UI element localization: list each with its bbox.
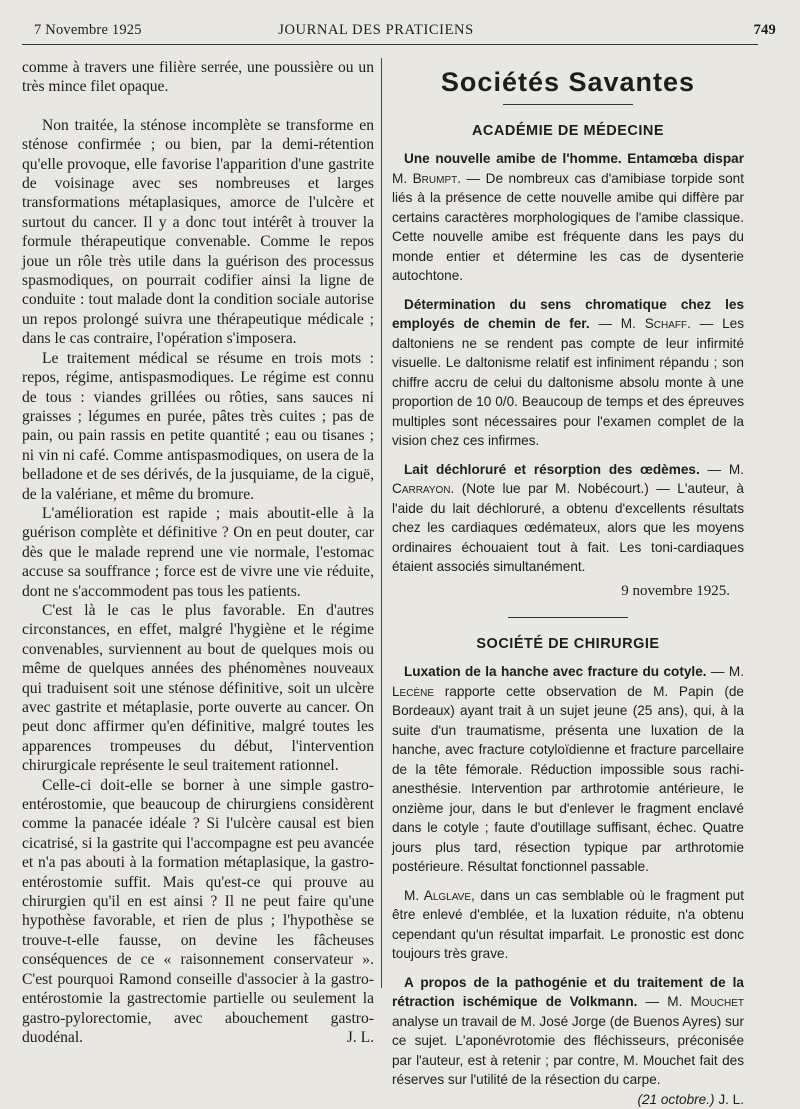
item-author: — M. Mouchet [646, 994, 744, 1009]
item-title: Une nouvelle amibe de l'homme. Entamœba dispar [404, 151, 744, 166]
item-title: Détermination du sens chromatique chez les employés de chemin de fer. [392, 297, 744, 332]
academie-heading: ACADÉMIE DE MÉDECINE [392, 121, 744, 141]
column-divider [381, 58, 382, 988]
item-title: A propos de la pathogénie et du traitement de la rétraction ischémique de Volkmann. [392, 975, 744, 1010]
chirurgie-heading: SOCIÉTÉ DE CHIRURGIE [392, 634, 744, 654]
item-text: — Les daltoniens ne se rendent pas compte de leur infirmité visuelle. Le daltonisme relatif est infiniment répandu ; son chiffre accru de celui du daltonisme absolu monte à une proportion de 10 0/0. Beaucoup de temps et des épreuves multiples sont nécessaires pour l'examen complet de la vision chez ces infirmes. [392, 316, 744, 448]
signature: J. L. [327, 1028, 374, 1047]
header-rule [22, 44, 758, 45]
paragraph-text: Celle-ci doit-elle se borner à une simple gastro-entérostomie, que beaucoup de chirurgiens considèrent comme la panacée idéale ? Si l'ulcère causal est bien cicatrisé, si la gastrite qui l'accompagne est peu avancée et n'a pas abouti à la formation métaplasique, la gastro-entérostomie suffit. Mais qu'est-ce qui prouve au chirurgien qu'il en est ainsi ? Il ne peut faire qu'une hypothèse favorable, et rien de plus ; l'hypothèse se trouve-t-elle fausse, on devine les fâcheuses conséquences de ce « raisonnement conservateur ». C'est pourquoi Ramond conseille d'associer à la gastro-entérostomie la gastrectomie partielle ou seulement la gastro-pylorectomie, avec abouchement gastro-duodénal. [22, 777, 374, 1046]
academie-item [392, 460, 744, 577]
item-text: — De nombreux cas d'amibiase torpide sont liés à la présence de cette nouvelle amibe qui diffère par certains caractères morphologiques de l'amibe classique. Cette nouvelle amibe est fréquente dans les pays du monde entier et détermine les cas de dysenterie autochtone. [392, 171, 744, 284]
chirurgie-item [392, 973, 744, 1090]
item-text: rapporte cette observation de M. Papin (de Bordeaux) ayant trait à un sujet jeune (25 ans), qui, à la suite d'un traumatisme, présenta une luxation de la hanche, avec fracture cotyloïdienne et fracture parcellaire de la tête fémorale. Réduction impossible sous rachi-anesthésie. Intervention par arthrotomie antérieure, le onzième jour, dans le but d'enlever le fragment enclavé dans le cotyle ; faute d'outillage suffisant, échec. Quatre jours plus tard, résection typique par arthrotomie postérieure. Résultat fonctionnel passable. [392, 684, 744, 875]
paragraph: Non traitée, la sténose incomplète se transforme en sténose confirmée ; ou bien, par la demi-rétention qu'elle provoque, elle favorise l'apparition d'une gastrite de voisinage avec ses nombreuses et larges transformations métaplasiques, amorce de l'ulcère et surtout du cancer. Il y a donc tout intérêt à trouver la formule thérapeutique convenable. Comme le repos joue un rôle très utile dans la guérison des processus spasmodiques, on pourrait codifier ainsi la ligne de conduite : tout malade dont la condition sociale autorise un repos prolongé suivra une thérapeutique médicale ; dans le cas contraire, l'opération s'imposera. [22, 116, 374, 349]
left-column [22, 58, 374, 993]
academie-date: 9 novembre 1925. [392, 582, 730, 602]
paragraph: L'amélioration est rapide ; mais aboutit-elle à la guérison complète et définitive ? On en peut douter, car dès que le malade reprend une vie normale, l'estomac accuse sa souffrance ; force est de vivre une vie réduite, dont ne s'accommodent pas tous les patients. [22, 504, 374, 601]
header-date: 7 Novembre 1925 [34, 22, 142, 39]
item-author: — M. Schaff. [598, 316, 690, 331]
page-number: 749 [754, 22, 776, 39]
item-text: dans un cas semblable où le fragment put être enlevé d'emblée, et la luxation réduite, n'a obtenu cependant qu'un résultat imparfait. Le pronostic est donc toujours très grave. [392, 888, 744, 962]
academie-item [392, 149, 744, 286]
journal-title: JOURNAL DES PRATICIENS [22, 22, 730, 39]
title-rule [503, 104, 633, 105]
academie-item [392, 295, 744, 451]
chirurgie-item [392, 886, 744, 964]
item-title: Lait déchloruré et résorption des œdèmes. [404, 462, 700, 477]
section-banner-title: Sociétés Savantes [392, 64, 744, 100]
right-column [392, 58, 744, 998]
chirurgie-item [392, 662, 744, 877]
item-title: Luxation de la hanche avec fracture du cotyle. [404, 664, 707, 679]
running-header [22, 22, 730, 44]
item-text: analyse un travail de M. José Jorge (de Buenos Ayres) sur ce sujet. L'aponévrotomie des fléchisseurs, préconisée par l'auteur, est à retenir ; par contre, M. Mouchet fait des réserves sur l'utilité de la résection du carpe. [392, 1014, 744, 1088]
item-author: M. Alglave, [404, 888, 475, 903]
section-rule [508, 617, 628, 618]
paragraph: Le traitement médical se résume en trois mots : repos, régime, antispasmodiques. Le régime est connu de tous : viandes grillées ou rôties, sans sauces ni graisses ; légumes en purée, pâtes très cuites ; pas de pain, ou pain rassis en petite quantité ; eau ou tisanes ; ni vin ni café. Comme antispasmodiques, on usera de la belladone et de ses dérivés, de la jusquiame, de la ciguë, de la valériane, et même du bromure. [22, 349, 374, 504]
item-author: — M. Carrayon. [392, 462, 744, 497]
item-author: — M. Lecène [392, 664, 744, 699]
item-author: M. Brumpt. [392, 171, 461, 186]
paragraph-last [22, 776, 374, 1048]
item-text: (Note lue par M. Nobécourt.) — L'auteur, à l'aide du lait déchloruré, a obtenu d'excellents résultats chez les cardiaques œdémateux, alors que les moyens ordinaires échouaient tout à fait. Les toni-cardiaques étaient associés simultanément. [392, 481, 744, 574]
chirurgie-date: (21 octobre.) [637, 1092, 714, 1107]
paragraph: C'est là le cas le plus favorable. En d'autres circonstances, en effet, malgré l'hygiène et le régime convenables, surviennent au bout de quelques mois ou même de quelques années des phénomènes nouveaux qui traduisent soit une sténose définitive, soit un ulcère avec gastrite et métaplasie, porte ouverte au cancer. On peut donc affirmer qu'en définitive, malgré toutes les apparences trompeuses du début, l'intervention chirurgicale représente le seul traitement rationnel. [22, 601, 374, 776]
chirurgie-signoff [625, 1090, 744, 1109]
signature: J. L. [718, 1092, 744, 1107]
paragraph: comme à travers une filière serrée, une poussière ou un très mince filet opaque. [22, 58, 374, 97]
